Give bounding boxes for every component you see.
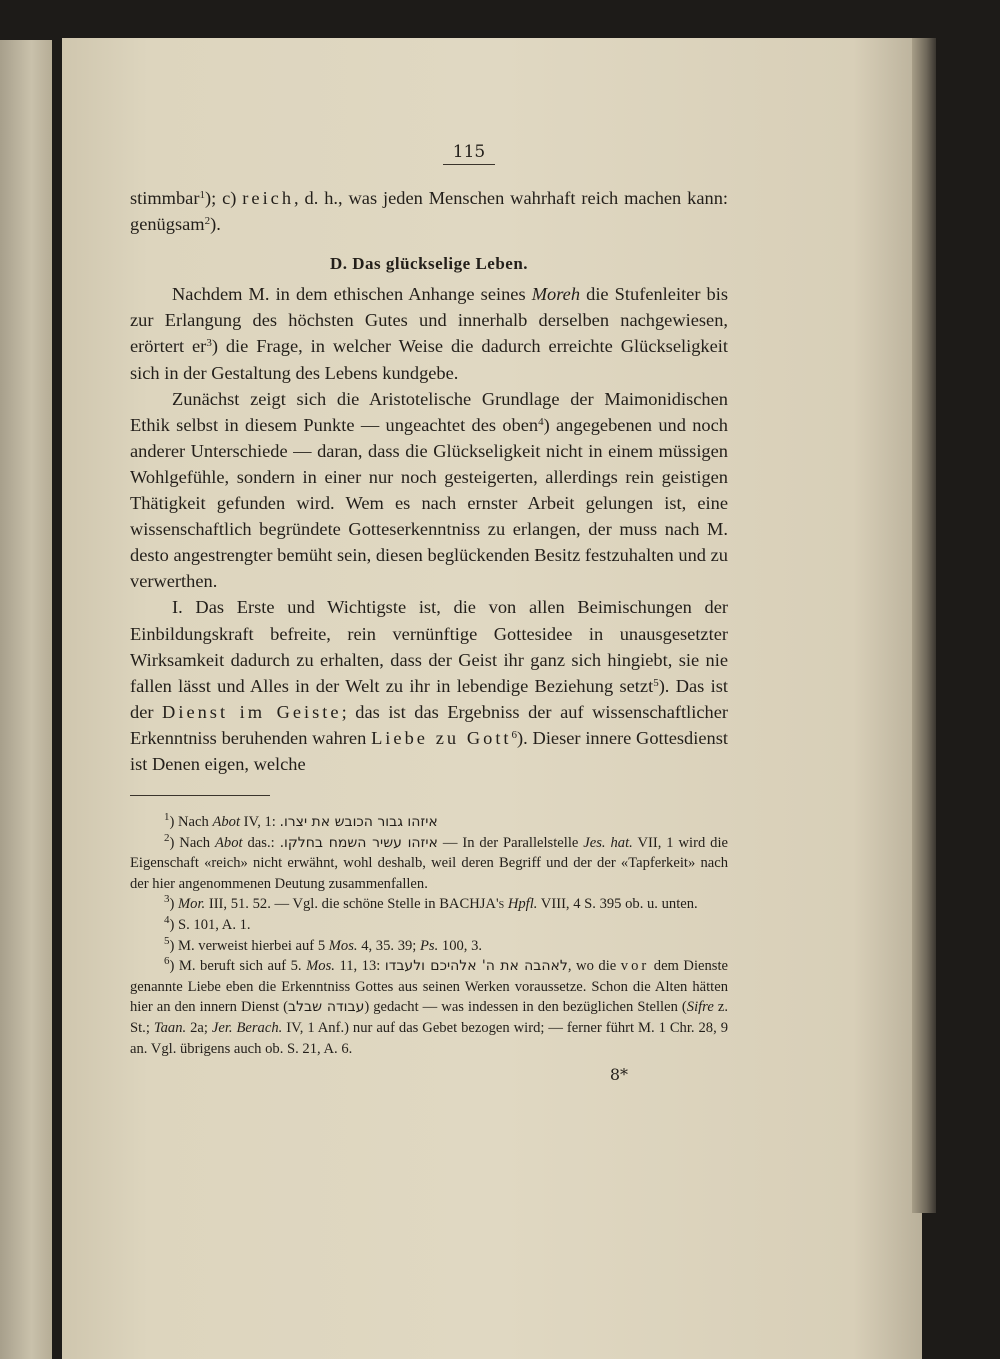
page-content xyxy=(130,142,728,1084)
footnotes xyxy=(130,812,728,1059)
footnote: $^2$) Nach Abot das.: איזהו עשיר השמח בחלקו. — In der Parallelstelle Jes. hat. VII, 1 wird die Eigenschaft «reich» nicht erwähnt, wohl deshalb, weil deren Begriff und der der «Tapferkeit» nach der hier angenommenen Deutung zusammenfallen. xyxy=(130,831,729,892)
footnote: $^6$) M. beruft sich auf 5. Mos. 11, 13: לאהבה את ה' אלהיכם ולעבדו, wo die vor dem Dienste genannte Liebe eben die Erkenntniss Gottes aus seinen Werken voraussetze. Schon die Alten hätten hier an den innern Dienst (עבודה שבלב) gedacht — was indessen in den bezüglichen Stellen (Sifre z. St.; Taan. 2a; Jer. Berach. IV, 1 Anf.) nur auf das Gebet bezogen wird; — ferner führt M. 1 Chr. 28, 9 an. Vgl. übrigens auch ob. S. 21, A. 6. xyxy=(130,955,729,1057)
facing-page-edge xyxy=(0,40,52,1359)
paragraph: stimmbar$^1$); c) reich, d. h., was jeden Menschen wahrhaft reich machen kann: genügsam$^2$). xyxy=(130,188,729,235)
page-number: 115 xyxy=(170,142,768,165)
paragraph: I. Das Erste und Wichtigste ist, die von allen Beimischungen der Einbildungskraft befreite, rein vernünftige Gottesidee in unausgesetzter Wirksamkeit dadurch zu erhalten, dass der Geist ihr ganz sich hingiebt, sie nie fallen lässt und Alles in der Welt zu ihr in lebendige Beziehung setzt$^5$). Das ist der Dienst im Geiste; das ist das Ergebniss der auf wissenschaftlicher Erkenntniss beruhenden wahren Liebe zu Gott$^6$). Dieser innere Gottesdienst ist Denen eigen, welche xyxy=(130,597,728,774)
footnote: $^5$) M. verweist hierbei auf 5 Mos. 4, 35. 39; Ps. 100, 3. xyxy=(164,934,483,954)
footnote: $^3$) Mor. III, 51. 52. — Vgl. die schöne Stelle in BACHJA's Hpfl. VIII, 4 S. 395 ob. u. unten. xyxy=(164,893,698,913)
main-text xyxy=(130,185,728,777)
paragraph: Zunächst zeigt sich die Aristotelische Grundlage der Maimonidischen Ethik selbst in diesem Punkte — ungeachtet des oben$^4$) angegebenen und noch anderer Unterschiede — daran, dass die Glückseligkeit nicht in einem müssigen Wohlgefühle, sondern in einer nur noch gesteigerten, allerdings rein geistigen Thätigkeit gefunden wird. Wem es nach ernster Arbeit gelungen ist, eine wissenschaftlich begründete Gotteserkenntniss zu erlangen, der muss nach M. desto angestrengter bemüht sein, diesen beglückenden Besitz festzuhalten und zu verwerthen. xyxy=(130,388,728,592)
signature-mark: 8* xyxy=(609,1065,628,1085)
footnote: $^1$) Nach Abot IV, 1: איזהו גבור הכובש את יצרו. xyxy=(164,811,438,831)
paragraph: Nachdem M. in dem ethischen Anhange seines Moreh die Stufenleiter bis zur Erlangung des höchsten Gutes und innerhalb derselben nachgewiesen, erörtert $er^3$) die Frage, in welcher Weise die dadurch erreichte Glückseligkeit sich in der Gestaltung des Lebens kundgebe. xyxy=(130,284,728,383)
footnote: $^4$) S. 101, A. 1. xyxy=(164,914,251,934)
section-heading: D. Das glückselige Leben. xyxy=(329,254,529,274)
footnote-divider xyxy=(130,795,270,796)
page-stack-edge xyxy=(912,38,936,1213)
